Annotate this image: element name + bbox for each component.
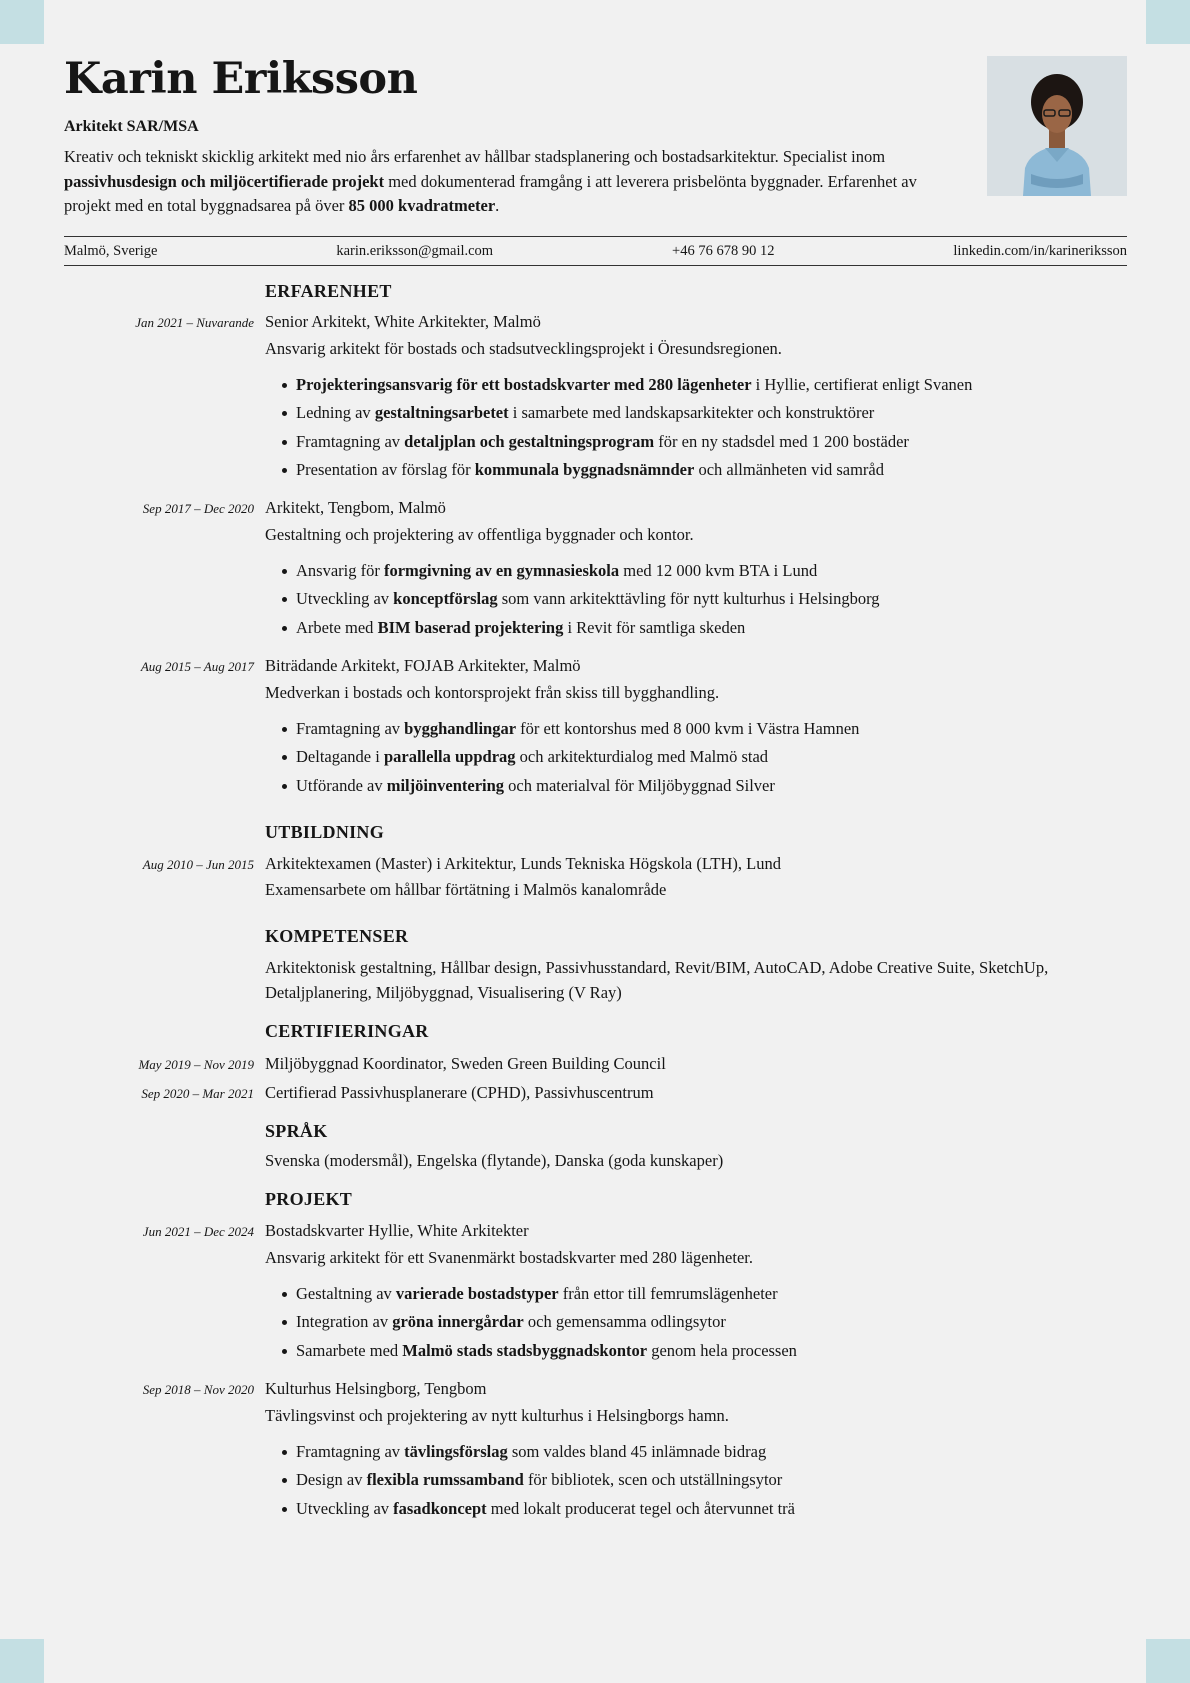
- experience-date: Sep 2017 – Dec 2020: [142, 501, 254, 516]
- skills-list: Detaljplanering, Miljöbyggnad, Visualisering (V Ray): [265, 983, 622, 1002]
- project-bullet: Integration av gröna innergårdar och gemensamma odlingsytor: [296, 1312, 726, 1331]
- candidate-name: Karin Eriksson: [64, 54, 418, 104]
- section-heading-projects: PROJEKT: [265, 1189, 353, 1209]
- certification-date: Sep 2020 – Mar 2021: [141, 1086, 254, 1101]
- experience-bullet: Framtagning av detaljplan och gestaltningsprogram för en ny stadsdel med 1 200 bostäder: [296, 432, 909, 451]
- project-description: Ansvarig arkitekt för ett Svanenmärkt bostadskvarter med 280 lägenheter.: [265, 1248, 753, 1267]
- section-heading-skills: KOMPETENSER: [265, 926, 409, 946]
- profile-summary: Kreativ och tekniskt skicklig arkitekt med nio års erfarenhet av hållbar stadsplanering och bostadsarkitektur. Specialist inom passivhusdesign och miljöcertifierade projekt med dokumenterad framgång i att leverera prisbelönta byggnader. Erfarenhet av projekt med en total byggnadsarea på över 85 000 kvadratmeter.: [64, 147, 917, 215]
- experience-bullet: Utveckling av konceptförslag som vann arkitekttävling för nytt kulturhus i Helsingborg: [296, 589, 880, 608]
- project-date: Jun 2021 – Dec 2024: [142, 1224, 254, 1239]
- project-bullet: Utveckling av fasadkoncept med lokalt producerat tegel och återvunnet trä: [296, 1499, 795, 1518]
- education-degree: Arkitektexamen (Master) i Arkitektur, Lunds Tekniska Högskola (LTH), Lund: [265, 854, 781, 873]
- experience-bullet: Presentation av förslag för kommunala byggnadsnämnder och allmänheten vid samråd: [296, 460, 884, 479]
- experience-date: Aug 2015 – Aug 2017: [140, 659, 254, 674]
- project-description: Tävlingsvinst och projektering av nytt kulturhus i Helsingborgs hamn.: [265, 1406, 729, 1425]
- experience-role: Arkitekt, Tengbom, Malmö: [265, 498, 446, 517]
- contact-phone[interactable]: +46 76 678 90 12: [672, 242, 775, 259]
- project-date: Sep 2018 – Nov 2020: [142, 1382, 254, 1397]
- experience-bullet: Deltagande i parallella uppdrag och arkitekturdialog med Malmö stad: [296, 747, 769, 766]
- project-bullet: Samarbete med Malmö stads stadsbyggnadskontor genom hela processen: [296, 1341, 797, 1360]
- education-thesis: Examensarbete om hållbar förtätning i Malmös kanalområde: [265, 880, 667, 899]
- experience-bullet: Utförande av miljöinventering och materialval för Miljöbyggnad Silver: [296, 776, 775, 795]
- experience-date: Jan 2021 – Nuvarande: [135, 315, 254, 330]
- certification-name: Miljöbyggnad Koordinator, Sweden Green Building Council: [265, 1054, 666, 1073]
- profile-photo: [987, 56, 1127, 196]
- experience-bullet: Projekteringsansvarig för ett bostadskvarter med 280 lägenheter i Hyllie, certifierat enligt Svanen: [296, 375, 973, 394]
- education-date: Aug 2010 – Jun 2015: [142, 857, 254, 872]
- contact-location: Malmö, Sverige: [64, 242, 158, 259]
- experience-bullet: Framtagning av bygghandlingar för ett kontorshus med 8 000 kvm i Västra Hamnen: [296, 719, 860, 738]
- contact-email[interactable]: karin.eriksson@gmail.com: [336, 242, 494, 259]
- experience-role: Senior Arkitekt, White Arkitekter, Malmö: [265, 312, 541, 331]
- experience-description: Medverkan i bostads och kontorsprojekt från skiss till bygghandling.: [265, 683, 720, 702]
- section-heading-languages: SPRÅK: [265, 1121, 328, 1141]
- section-heading-experience: ERFARENHET: [265, 281, 392, 301]
- experience-role: Biträdande Arkitekt, FOJAB Arkitekter, Malmö: [265, 656, 581, 675]
- experience-description: Gestaltning och projektering av offentliga byggnader och kontor.: [265, 525, 694, 544]
- corner-decoration: [1146, 0, 1190, 44]
- section-heading-education: UTBILDNING: [265, 822, 385, 842]
- project-bullet: Gestaltning av varierade bostadstyper från ettor till femrumslägenheter: [296, 1284, 778, 1303]
- project-name: Kulturhus Helsingborg, Tengbom: [265, 1379, 487, 1398]
- experience-bullet: Arbete med BIM baserad projektering i Revit för samtliga skeden: [296, 618, 746, 637]
- corner-decoration: [1146, 1639, 1190, 1683]
- project-bullet: Framtagning av tävlingsförslag som valdes bland 45 inlämnade bidrag: [296, 1442, 767, 1461]
- corner-decoration: [0, 1639, 44, 1683]
- job-title: Arkitekt SAR/MSA: [64, 118, 199, 135]
- contact-bar: [64, 236, 1127, 266]
- experience-bullet: Ledning av gestaltningsarbetet i samarbete med landskapsarkitekter och konstruktörer: [296, 403, 875, 422]
- resume-body: [0, 264, 1190, 1644]
- project-bullet: Design av flexibla rumssamband för bibliotek, scen och utställningsytor: [296, 1470, 783, 1489]
- project-name: Bostadskvarter Hyllie, White Arkitekter: [265, 1221, 529, 1240]
- section-heading-certifications: CERTIFIERINGAR: [265, 1021, 429, 1041]
- certification-date: May 2019 – Nov 2019: [138, 1057, 254, 1072]
- contact-linkedin[interactable]: linkedin.com/in/karineriksson: [953, 242, 1127, 259]
- experience-description: Ansvarig arkitekt för bostads och stadsutvecklingsprojekt i Öresundsregionen.: [265, 339, 782, 358]
- certification-name: Certifierad Passivhusplanerare (CPHD), Passivhuscentrum: [265, 1083, 654, 1102]
- corner-decoration: [0, 0, 44, 44]
- experience-bullet: Ansvarig för formgivning av en gymnasieskola med 12 000 kvm BTA i Lund: [296, 561, 818, 580]
- skills-list: Arkitektonisk gestaltning, Hållbar design, Passivhusstandard, Revit/BIM, AutoCAD, Adobe Creative Suite, SketchUp,: [265, 958, 1049, 977]
- languages-list: Svenska (modersmål), Engelska (flytande), Danska (goda kunskaper): [265, 1151, 724, 1170]
